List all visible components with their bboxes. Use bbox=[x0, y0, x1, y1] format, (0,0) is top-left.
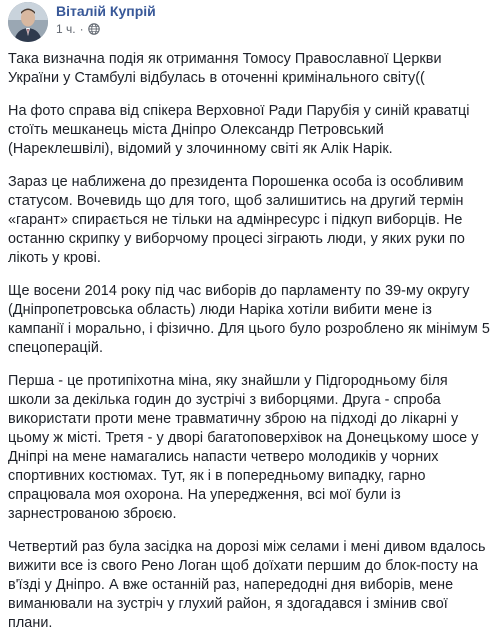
post-paragraph: На фото справа від спікера Верховної Ради Парубія у синій краватці стоїть мешканець міста Дніпро Олександр Петровський (Нареклешвілі), відомий у злочинному світі як Алік Нарік. bbox=[8, 103, 470, 157]
globe-icon[interactable] bbox=[88, 23, 100, 35]
post-paragraph: Ще восени 2014 року під час виборів до парламенту по 39-му округу (Дніпропетровська область) люди Наріка хотіли вибити мене із кампанії і морально, і фізично. Для цього було розроблено як мінімум 5 спецоперацій. bbox=[8, 283, 490, 356]
author-name-link[interactable]: Віталій Купрій bbox=[56, 3, 156, 19]
post-subline bbox=[56, 21, 156, 37]
post-paragraph: Така визначна подія як отримання Томосу Православної Церкви України у Стамбулі відбулась в оточенні кримінального світу(( bbox=[8, 51, 442, 86]
post-timestamp[interactable]: 1 ч. bbox=[56, 22, 76, 36]
meta-separator: · bbox=[79, 22, 84, 36]
avatar-photo-icon bbox=[8, 2, 48, 42]
post-body bbox=[8, 50, 490, 633]
author-avatar[interactable] bbox=[8, 2, 48, 42]
post-paragraph: Перша - це протипіхотна міна, яку знайшли у Підгородньому біля школи за декілька годин до зустрічі з виборцями. Друга - спроба використати проти мене травматичну зброю на підході до лікарні у цьому ж місті. Третя - у дворі багатоповерхівок на Донецькому шосе у Дніпрі на мене намагались напасти четверо молодиків у чорних спортивних костюмах. Тут, як і в попередньому випадку, гарно спрацювала моя охорона. На упередження, всі мої були із зарнестрованою зброєю. bbox=[8, 373, 479, 522]
post-header bbox=[8, 0, 490, 50]
post-meta bbox=[56, 0, 156, 37]
post-paragraph: Зараз це наближена до президента Порошенка особа із особливим статусом. Вочевидь що для того, щоб залишитись на другий термін «гарант» спирається не тільки на адмінресурс і підкуп виборців. Не останню скрипку у виборчому процесі зіграють люди, у яких руки по лікоть у крові. bbox=[8, 174, 465, 266]
post-paragraph: Четвертий раз була засідка на дорозі між селами і мені дивом вдалось вижити все із свого Рено Логан щоб доїхати першим до блок-посту на в'їзді у Дніпро. А вже останній раз, напередодні дня виборів, мене виманювали на зустріч у глухий район, я здогадався і змінив свої плани. bbox=[8, 539, 486, 631]
